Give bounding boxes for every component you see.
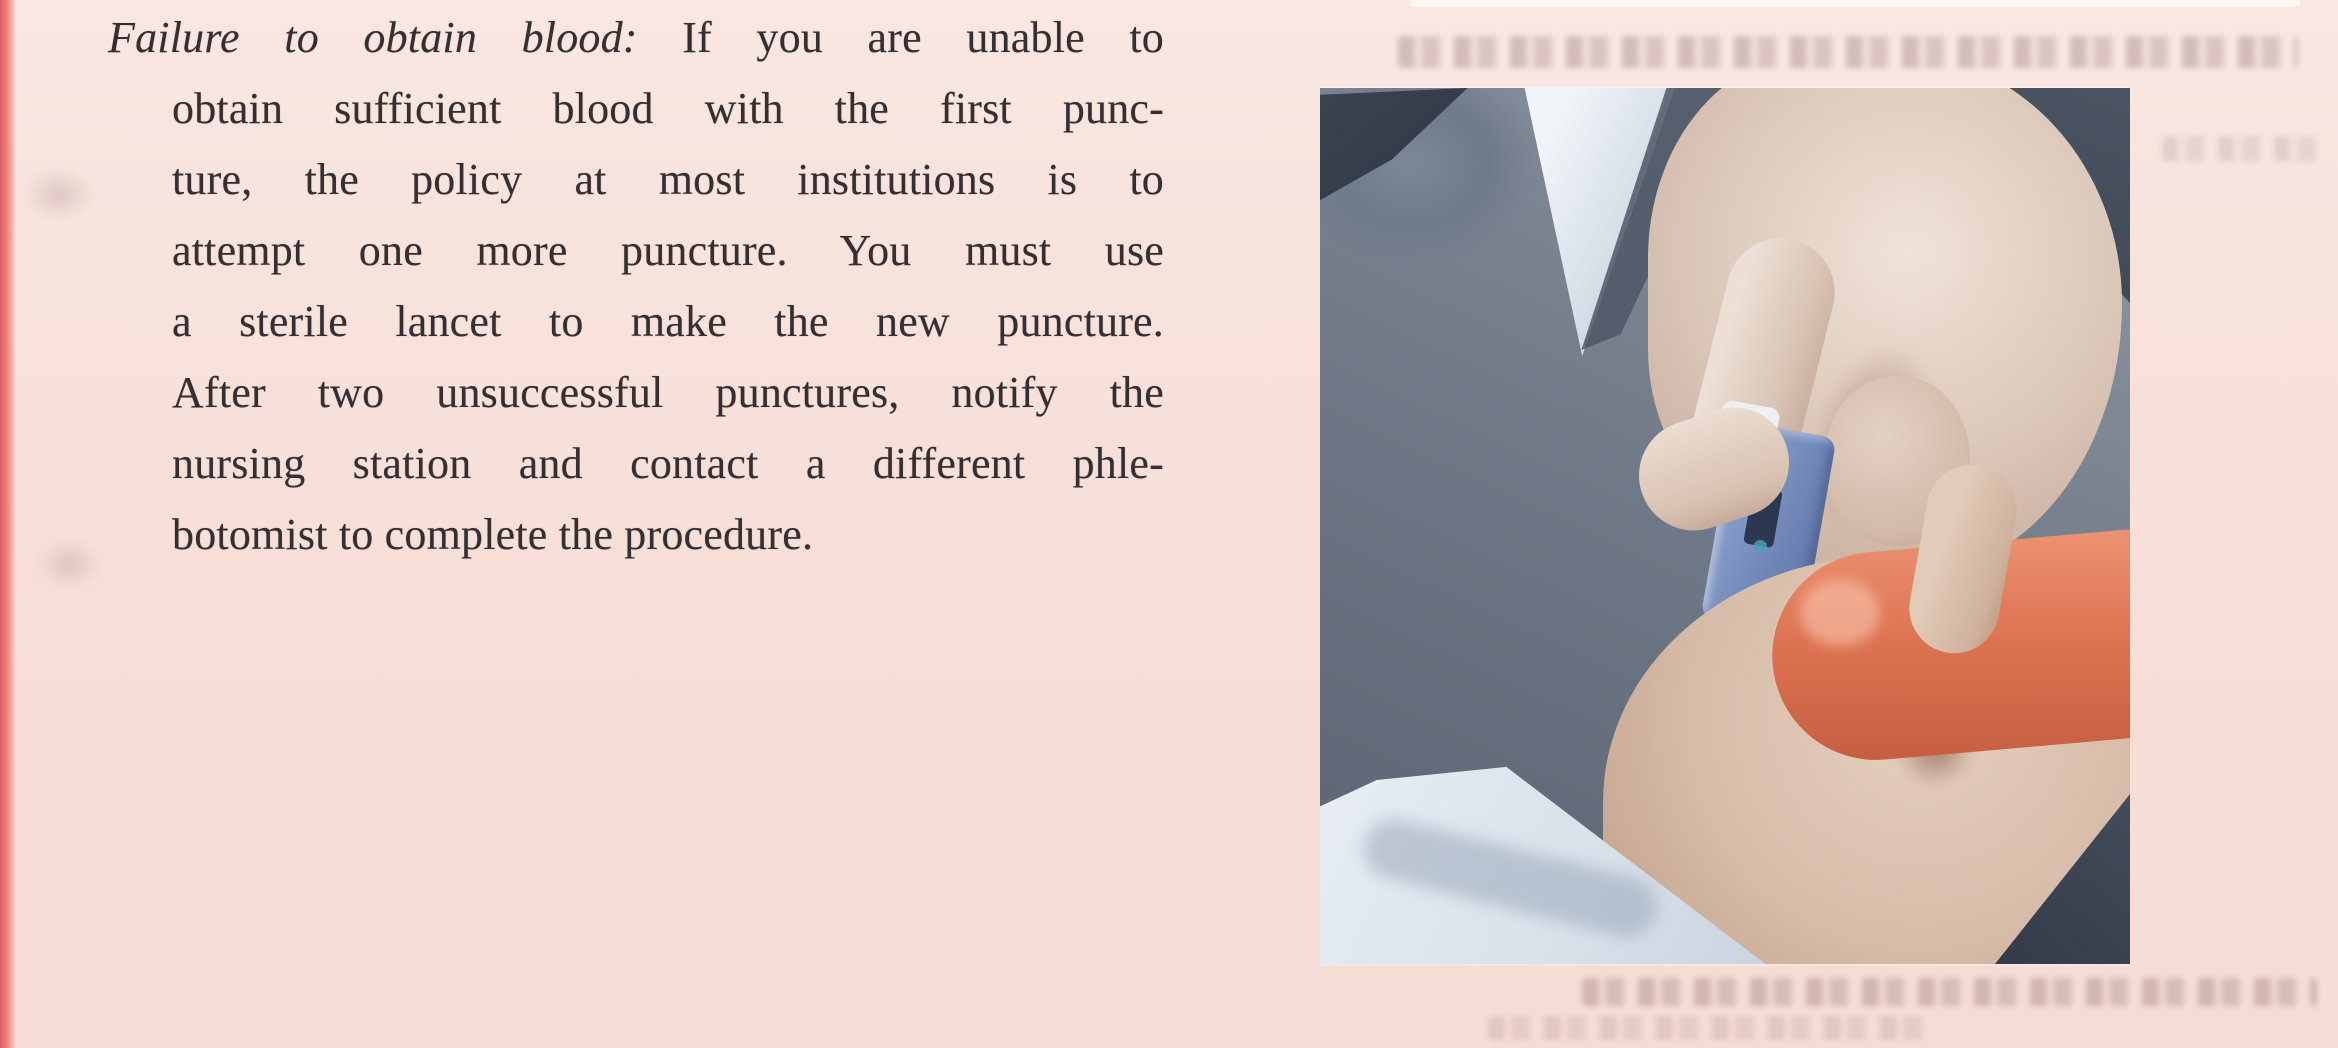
paragraph-line xyxy=(172,428,1164,499)
bleedthrough-text-ghost xyxy=(2162,136,2317,162)
figure-photo-fingerstick xyxy=(1320,88,2130,964)
bleedthrough-smudge xyxy=(38,540,100,588)
lead-in-italic: Failure to obtain blood: xyxy=(108,13,638,62)
bleedthrough-text-ghost xyxy=(1398,36,2298,68)
paragraph-line xyxy=(172,286,1164,357)
paragraph-line-text: ture, the policy at most institutions is to xyxy=(172,155,1164,204)
paragraph-line xyxy=(172,499,1164,570)
paragraph-line-text: botomist to complete the procedure. xyxy=(172,510,814,559)
bleedthrough-text-ghost xyxy=(1488,1016,1928,1040)
paragraph-line-text: obtain sufficient blood with the first punc- xyxy=(172,84,1164,133)
finger-highlight xyxy=(1800,580,1880,646)
paragraph-line-text: If you are unable to xyxy=(637,13,1164,62)
paragraph-line-text: nursing station and contact a different phle- xyxy=(172,439,1164,488)
paragraph-line-text: a sterile lancet to make the new puncture. xyxy=(172,297,1164,346)
paragraph-line-text: attempt one more puncture. You must use xyxy=(172,226,1164,275)
paragraph-line xyxy=(172,357,1164,428)
page-top-edge-sliver xyxy=(1410,0,2300,7)
page-spine-edge xyxy=(0,0,16,1048)
article-paragraph xyxy=(108,2,1164,570)
paragraph-line xyxy=(172,215,1164,286)
paragraph-line xyxy=(172,73,1164,144)
paragraph-line xyxy=(108,2,1164,73)
bleedthrough-text-ghost xyxy=(1582,978,2317,1006)
paragraph-line xyxy=(172,144,1164,215)
bleedthrough-smudge xyxy=(24,168,94,220)
paragraph-line-text: After two unsuccessful punctures, notify the xyxy=(172,368,1164,417)
